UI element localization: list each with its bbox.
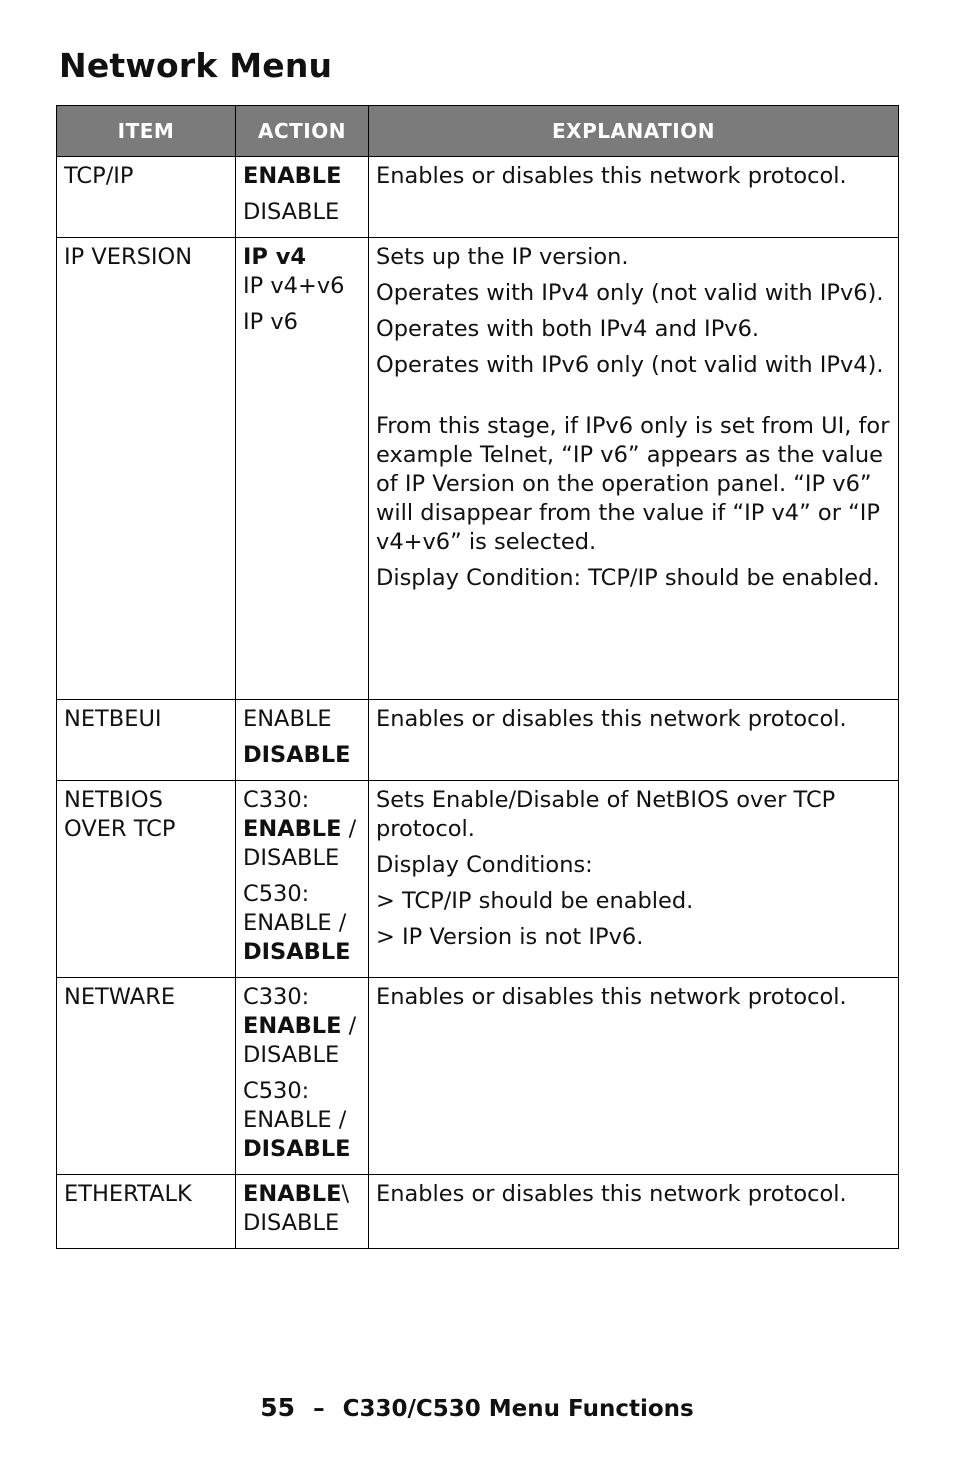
network-menu-table [56, 105, 899, 1249]
option: DISABLE [243, 845, 340, 871]
action-cell [236, 1175, 369, 1249]
explanation-cell [369, 781, 899, 978]
item-cell: IP VERSION [57, 238, 236, 700]
model-label: C330: [243, 787, 310, 813]
option: DISABLE [243, 199, 340, 225]
explanation-text: Display Conditions: [376, 852, 593, 878]
explanation-cell [369, 157, 899, 238]
option: DISABLE [243, 1042, 340, 1068]
explanation-cell [369, 238, 899, 700]
option: DISABLE [243, 1210, 340, 1236]
column-header-action: ACTION [236, 106, 369, 157]
separator: / [341, 816, 357, 842]
item-cell: NETBEUI [57, 700, 236, 781]
footer-dash: – [313, 1396, 325, 1422]
explanation-text: > TCP/IP should be enabled. [376, 888, 694, 914]
default-option: ENABLE [243, 163, 342, 189]
page-title: Network Menu [59, 46, 333, 85]
explanation-text: Enables or disables this network protocol. [376, 1181, 847, 1207]
item-cell: TCP/IP [57, 157, 236, 238]
table-row [57, 1175, 899, 1249]
table-row [57, 781, 899, 978]
default-option: DISABLE [243, 742, 351, 768]
page-footer [0, 1393, 954, 1422]
explanation-text: Operates with IPv6 only (not valid with IPv4). [376, 352, 884, 378]
explanation-text: Operates with both IPv4 and IPv6. [376, 316, 760, 342]
default-option: ENABLE [243, 1181, 342, 1207]
model-label: C530: [243, 1078, 310, 1104]
separator: / [341, 1013, 357, 1039]
explanation-text: Enables or disables this network protocol. [376, 984, 847, 1010]
explanation-text: Sets Enable/Disable of NetBIOS over TCP protocol. [376, 787, 836, 842]
explanation-text: > IP Version is not IPv6. [376, 924, 644, 950]
explanation-text: Enables or disables this network protocol. [376, 706, 847, 732]
explanation-text: Sets up the IP version. [376, 244, 629, 270]
action-cell [236, 157, 369, 238]
explanation-cell [369, 1175, 899, 1249]
default-option: DISABLE [243, 939, 351, 965]
default-option: DISABLE [243, 1136, 351, 1162]
model-label: C330: [243, 984, 310, 1010]
column-header-explanation: EXPLANATION [369, 106, 899, 157]
option: IP v6 [243, 309, 298, 335]
action-cell [236, 700, 369, 781]
default-option: ENABLE [243, 816, 342, 842]
table-row [57, 978, 899, 1175]
explanation-cell [369, 700, 899, 781]
column-header-item: ITEM [57, 106, 236, 157]
explanation-text: From this stage, if IPv6 only is set from UI, for example Telnet, “IP v6” appears as the value of IP Version on the operation panel. “IP v6” will disappear from the value if “IP v4” or “IP v4+v6” is selected. [376, 413, 890, 555]
display-condition: Display Condition: TCP/IP should be enabled. [376, 565, 880, 591]
explanation-cell [369, 978, 899, 1175]
explanation-text: Enables or disables this network protocol. [376, 163, 847, 189]
model-label: C530: [243, 881, 310, 907]
table-header-row [57, 106, 899, 157]
page-number: 55 [260, 1393, 296, 1422]
item-cell: ETHERTALK [57, 1175, 236, 1249]
footer-section-title: C330/C530 Menu Functions [342, 1396, 694, 1422]
option: ENABLE [243, 706, 332, 732]
option: ENABLE / [243, 1107, 347, 1133]
item-cell: NETWARE [57, 978, 236, 1175]
item-cell: NETBIOS OVER TCP [57, 781, 236, 978]
default-option: IP v4 [243, 244, 307, 270]
explanation-text: Operates with IPv4 only (not valid with IPv6). [376, 280, 884, 306]
option: IP v4+v6 [243, 273, 345, 299]
action-cell [236, 781, 369, 978]
option: ENABLE / [243, 910, 347, 936]
action-cell [236, 978, 369, 1175]
action-cell [236, 238, 369, 700]
table-row [57, 238, 899, 700]
default-option: ENABLE [243, 1013, 342, 1039]
table-row [57, 157, 899, 238]
table-row [57, 700, 899, 781]
separator: \ [341, 1181, 350, 1207]
